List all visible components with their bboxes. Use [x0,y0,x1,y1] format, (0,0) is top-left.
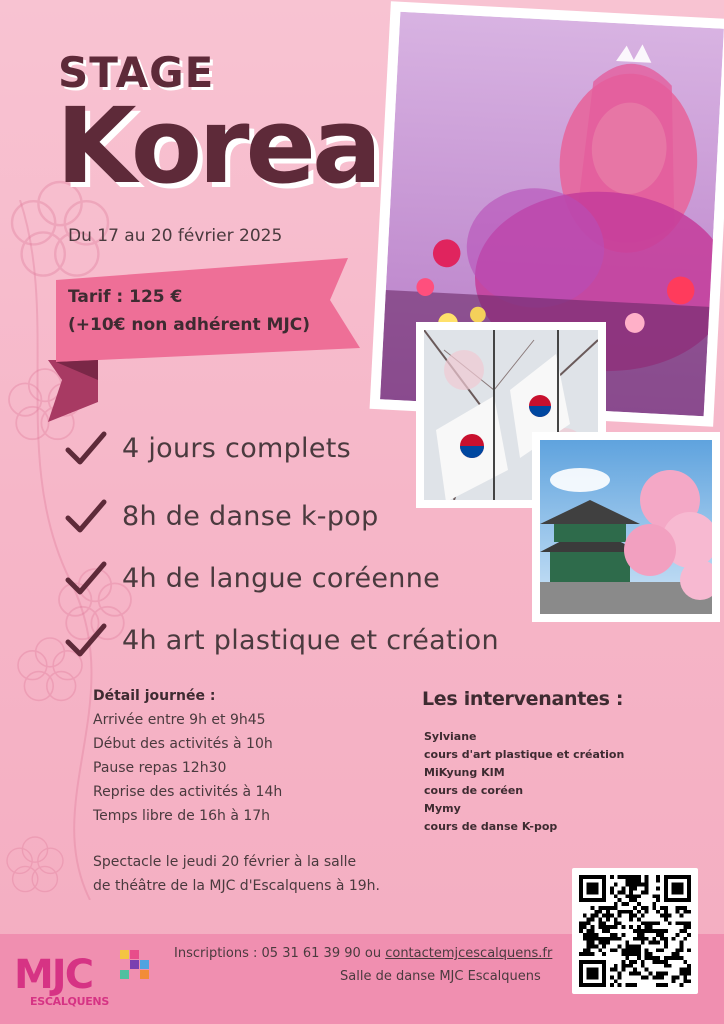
detail-line: Arrivée entre 9h et 9h45 [93,712,266,728]
check-icon [64,622,108,658]
event-dates: Du 17 au 20 février 2025 [68,226,283,246]
check-icon [64,498,108,534]
qr-code-icon[interactable] [572,868,698,994]
intervenante-name: Sylviane [424,730,477,743]
checklist-text: 4h de langue coréenne [122,562,441,594]
inscriptions-phone: Inscriptions : 05 31 61 39 90 ou [174,946,386,961]
price-ribbon [48,252,368,422]
contact-email-link[interactable]: contactemjcescalquens.fr [385,946,553,961]
detail-line: Temps libre de 16h à 17h [93,808,271,824]
page-title: Korea [56,85,379,207]
intervenante-course: cours de coréen [424,784,524,797]
inscriptions-info [174,946,552,961]
checklist-text: 4h art plastique et création [122,624,499,656]
intervenante-name: Mymy [424,802,461,815]
intervenante-course: cours de danse K-pop [424,820,558,833]
detail-line: Début des activités à 10h [93,736,273,752]
detail-line: Pause repas 12h30 [93,760,227,776]
tarif-price: Tarif : 125 € [68,287,183,307]
checklist-text: 4 jours complets [122,432,352,464]
photo-korean-palace [532,432,720,622]
checklist-text: 8h de danse k-pop [122,500,379,532]
intervenante-course: cours d'art plastique et création [424,748,625,761]
check-icon [64,560,108,596]
show-info: Spectacle le jeudi 20 février à la salle [93,854,357,870]
intervenante-name: MiKyung KIM [424,766,505,779]
checklist-item [64,498,379,534]
qr-code-graphic [579,875,691,987]
palace-illustration [540,440,712,614]
check-icon [64,430,108,466]
mjc-logo-subtitle: ESCALQUENS [30,995,109,1008]
intervenantes-title: Les intervenantes : [422,688,624,710]
checklist-item [64,560,440,596]
detail-line: Reprise des activités à 14h [93,784,283,800]
details-title: Détail journée : [93,688,216,704]
show-info: de théâtre de la MJC d'Escalquens à 19h. [93,878,381,894]
location-info: Salle de danse MJC Escalquens [340,969,541,984]
mjc-logo: MJC [14,952,93,998]
checklist-item [64,622,499,658]
checklist-item [64,430,351,466]
tarif-note: (+10€ non adhérent MJC) [68,315,311,335]
stage-label: STAGE [58,48,215,97]
logo-squares-icon [120,950,160,980]
